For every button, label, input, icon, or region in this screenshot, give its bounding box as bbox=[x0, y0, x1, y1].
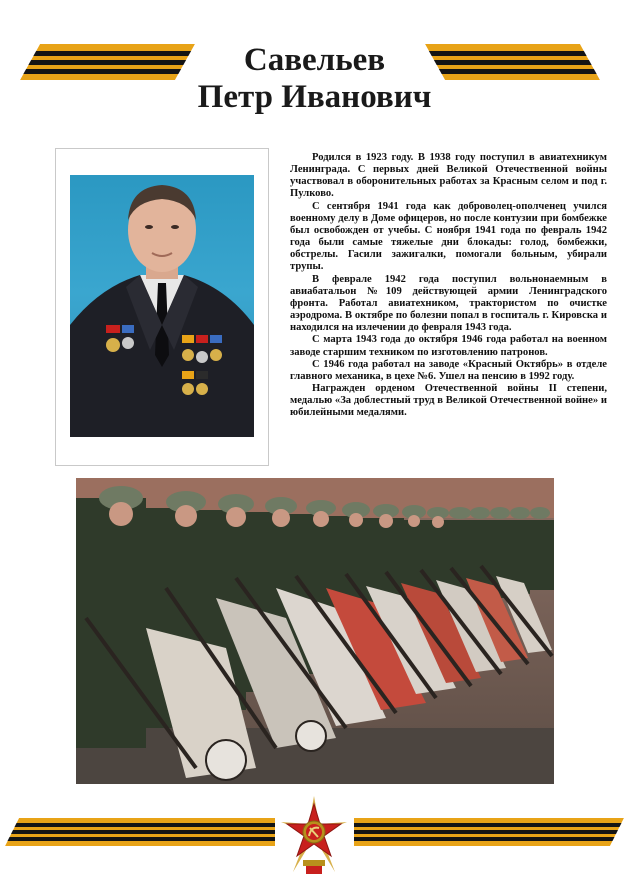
biography-paragraph: С 1946 года работал на заводе «Красный Октябрь» в отделе главного механика, в цехе №6. Ушел на пенсию в 1992 году. bbox=[290, 358, 607, 382]
ribbon-bottom-right bbox=[354, 818, 624, 846]
page-title-surname: Савельев bbox=[243, 42, 386, 78]
portrait-photo bbox=[70, 175, 254, 437]
order-of-the-patriotic-war-icon bbox=[279, 794, 349, 876]
biography-paragraph: В феврале 1942 года поступил вольнонаемным в авиабатальон №109 действующей армии Ленинградского фронта. Работал авиатехником, трактористом по очистке аэродрома. В октябре по болезни попал в госпиталь г. Кировска и находился на излечении до февраля 1943 года. bbox=[290, 273, 607, 334]
parade-photo bbox=[76, 478, 554, 784]
page-title-given-names: Петр Иванович bbox=[197, 79, 432, 115]
st-george-ribbon-icon bbox=[5, 818, 275, 846]
biography-paragraph: С сентября 1941 года как доброволец-ополченец учился военному делу в Доме офицеров, но после контузии при бомбежке был освобожден от учебы. С ноября 1941 года по февраль 1942 года были самые тяжелые дни блокады: голод, бомбежки, обстрелы. Гасили зажигалки, помогали больным, убирали трупы. bbox=[290, 200, 607, 273]
st-george-ribbon-icon bbox=[354, 818, 624, 846]
biography-paragraph: С марта 1943 года до октября 1946 года работал на военном заводе старшим техником по изготовлению патронов. bbox=[290, 334, 607, 358]
portrait-illustration bbox=[70, 175, 254, 437]
ribbon-bottom-left bbox=[5, 818, 275, 846]
portrait-frame bbox=[55, 148, 269, 466]
parade-illustration bbox=[76, 478, 554, 784]
biography-text bbox=[290, 152, 607, 419]
biography-paragraph: Награжден орденом Отечественной войны II степени, медалью «За доблестный труд в Великой Отечественной войне» и юбилейными медалями. bbox=[290, 382, 607, 419]
biography-paragraph: Родился в 1923 году. В 1938 году поступил в авиатехникум Ленинграда. С первых дней Великой Отечественной войны участвовал в оборонительных работах за Красным селом и под г. Пулково. bbox=[290, 152, 607, 200]
